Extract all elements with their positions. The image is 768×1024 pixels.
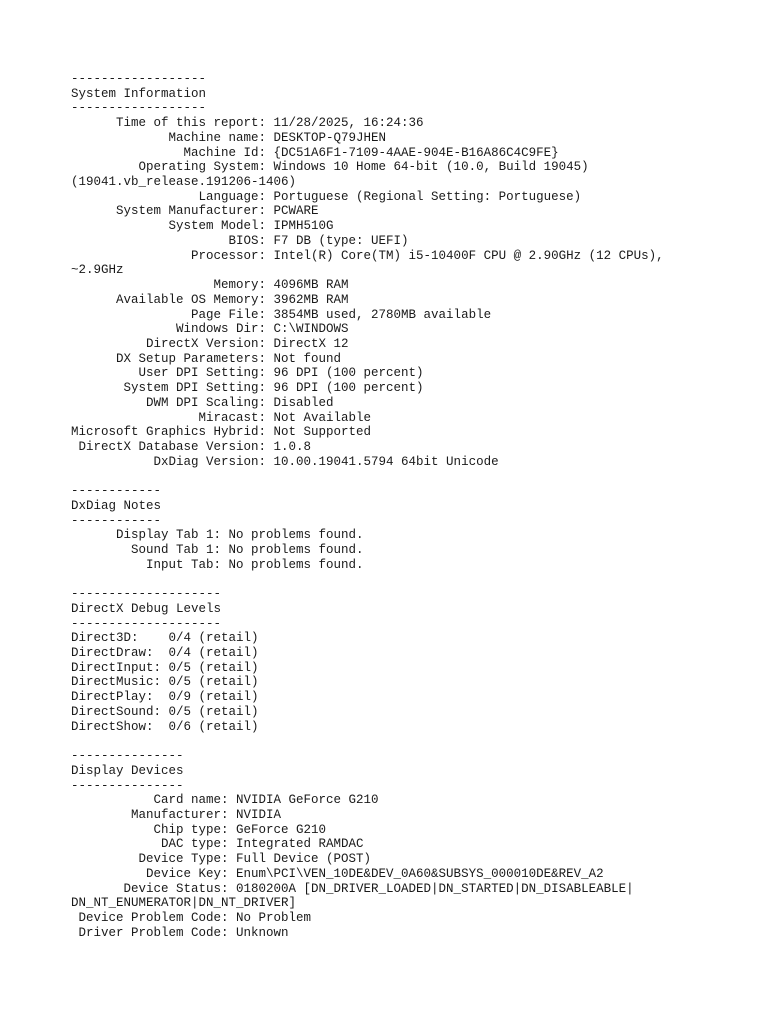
report-line: -------------------- [71,587,222,602]
report-line: System Information [71,86,207,101]
report-line: --------------- [71,749,184,764]
report-line: Machine name: DESKTOP-Q79JHEN [71,130,387,145]
report-line: Device Type: Full Device (POST) [71,852,372,867]
report-line: Machine Id: {DC51A6F1-7109-4AAE-904E-B16A86C4C9FE} [71,145,559,160]
report-line: User DPI Setting: 96 DPI (100 percent) [71,366,424,381]
report-line: DirectInput: 0/5 (retail) [71,660,259,675]
report-line: Windows Dir: C:\WINDOWS [71,322,349,337]
report-line: DX Setup Parameters: Not found [71,351,342,366]
report-line [71,734,664,749]
report-line: DirectMusic: 0/5 (retail) [71,675,259,690]
report-line: ~2.9GHz [71,263,124,278]
report-line: -------------------- [71,616,222,631]
report-line: ------------ [71,484,162,499]
report-line: DirectX Database Version: 1.0.8 [71,439,312,454]
report-line: DN_NT_ENUMERATOR|DN_NT_DRIVER] [71,896,297,911]
report-line: Microsoft Graphics Hybrid: Not Supported [71,425,372,440]
report-line: Language: Portuguese (Regional Setting: Portuguese) [71,189,582,204]
report-line: Page File: 3854MB used, 2780MB available [71,307,492,322]
report-line: Device Key: Enum\PCI\VEN_10DE&DEV_0A60&SUBSYS_000010DE&REV_A2 [71,866,604,881]
report-line: System DPI Setting: 96 DPI (100 percent) [71,381,424,396]
report-line: DirectX Debug Levels [71,601,222,616]
report-line: DWM DPI Scaling: Disabled [71,395,334,410]
report-line: Operating System: Windows 10 Home 64-bit (10.0, Build 19045) [71,160,589,175]
report-line: Display Devices [71,763,184,778]
report-line: DirectSound: 0/5 (retail) [71,704,259,719]
report-line: Miracast: Not Available [71,410,372,425]
report-line: Device Status: 0180200A [DN_DRIVER_LOADED|DN_STARTED|DN_DISABLEABLE| [71,881,634,896]
report-line: System Model: IPMH510G [71,219,334,234]
report-line: Chip type: GeForce G210 [71,822,327,837]
report-line: ------------------ [71,101,207,116]
report-line [71,469,664,484]
report-line: (19041.vb_release.191206-1406) [71,175,297,190]
report-line: Sound Tab 1: No problems found. [71,543,364,557]
report-line: Direct3D: 0/4 (retail) [71,631,259,646]
report-line: Driver Problem Code: Unknown [71,925,289,940]
report-line: ------------ [71,513,162,528]
report-line: DAC type: Integrated RAMDAC [71,837,364,852]
report-line: DirectX Version: DirectX 12 [71,336,349,351]
report-line [71,572,664,587]
report-line: Device Problem Code: No Problem [71,910,312,925]
report-line: Card name: NVIDIA GeForce G210 [71,793,379,808]
report-line: DxDiag Version: 10.00.19041.5794 64bit Unicode [71,454,499,469]
report-line: DirectDraw: 0/4 (retail) [71,646,259,661]
report-line: System Manufacturer: PCWARE [71,204,319,219]
report-line: DirectShow: 0/6 (retail) [71,719,259,734]
dxdiag-report-text [71,72,664,940]
report-line: DirectPlay: 0/9 (retail) [71,690,259,705]
report-line: BIOS: F7 DB (type: UEFI) [71,233,409,248]
report-line: Available OS Memory: 3962MB RAM [71,292,349,307]
report-line: --------------- [71,778,184,793]
report-line: Input Tab: No problems found. [71,557,364,572]
report-line: Manufacturer: NVIDIA [71,807,282,822]
report-line: Processor: Intel(R) Core(TM) i5-10400F CPU @ 2.90GHz (12 CPUs), [71,248,664,263]
report-line: Time of this report: 11/28/2025, 16:24:36 [71,116,424,131]
report-line: Display Tab 1: No problems found. [71,528,364,543]
report-line: ------------------ [71,72,207,86]
report-line: Memory: 4096MB RAM [71,278,349,293]
report-line: DxDiag Notes [71,498,162,513]
